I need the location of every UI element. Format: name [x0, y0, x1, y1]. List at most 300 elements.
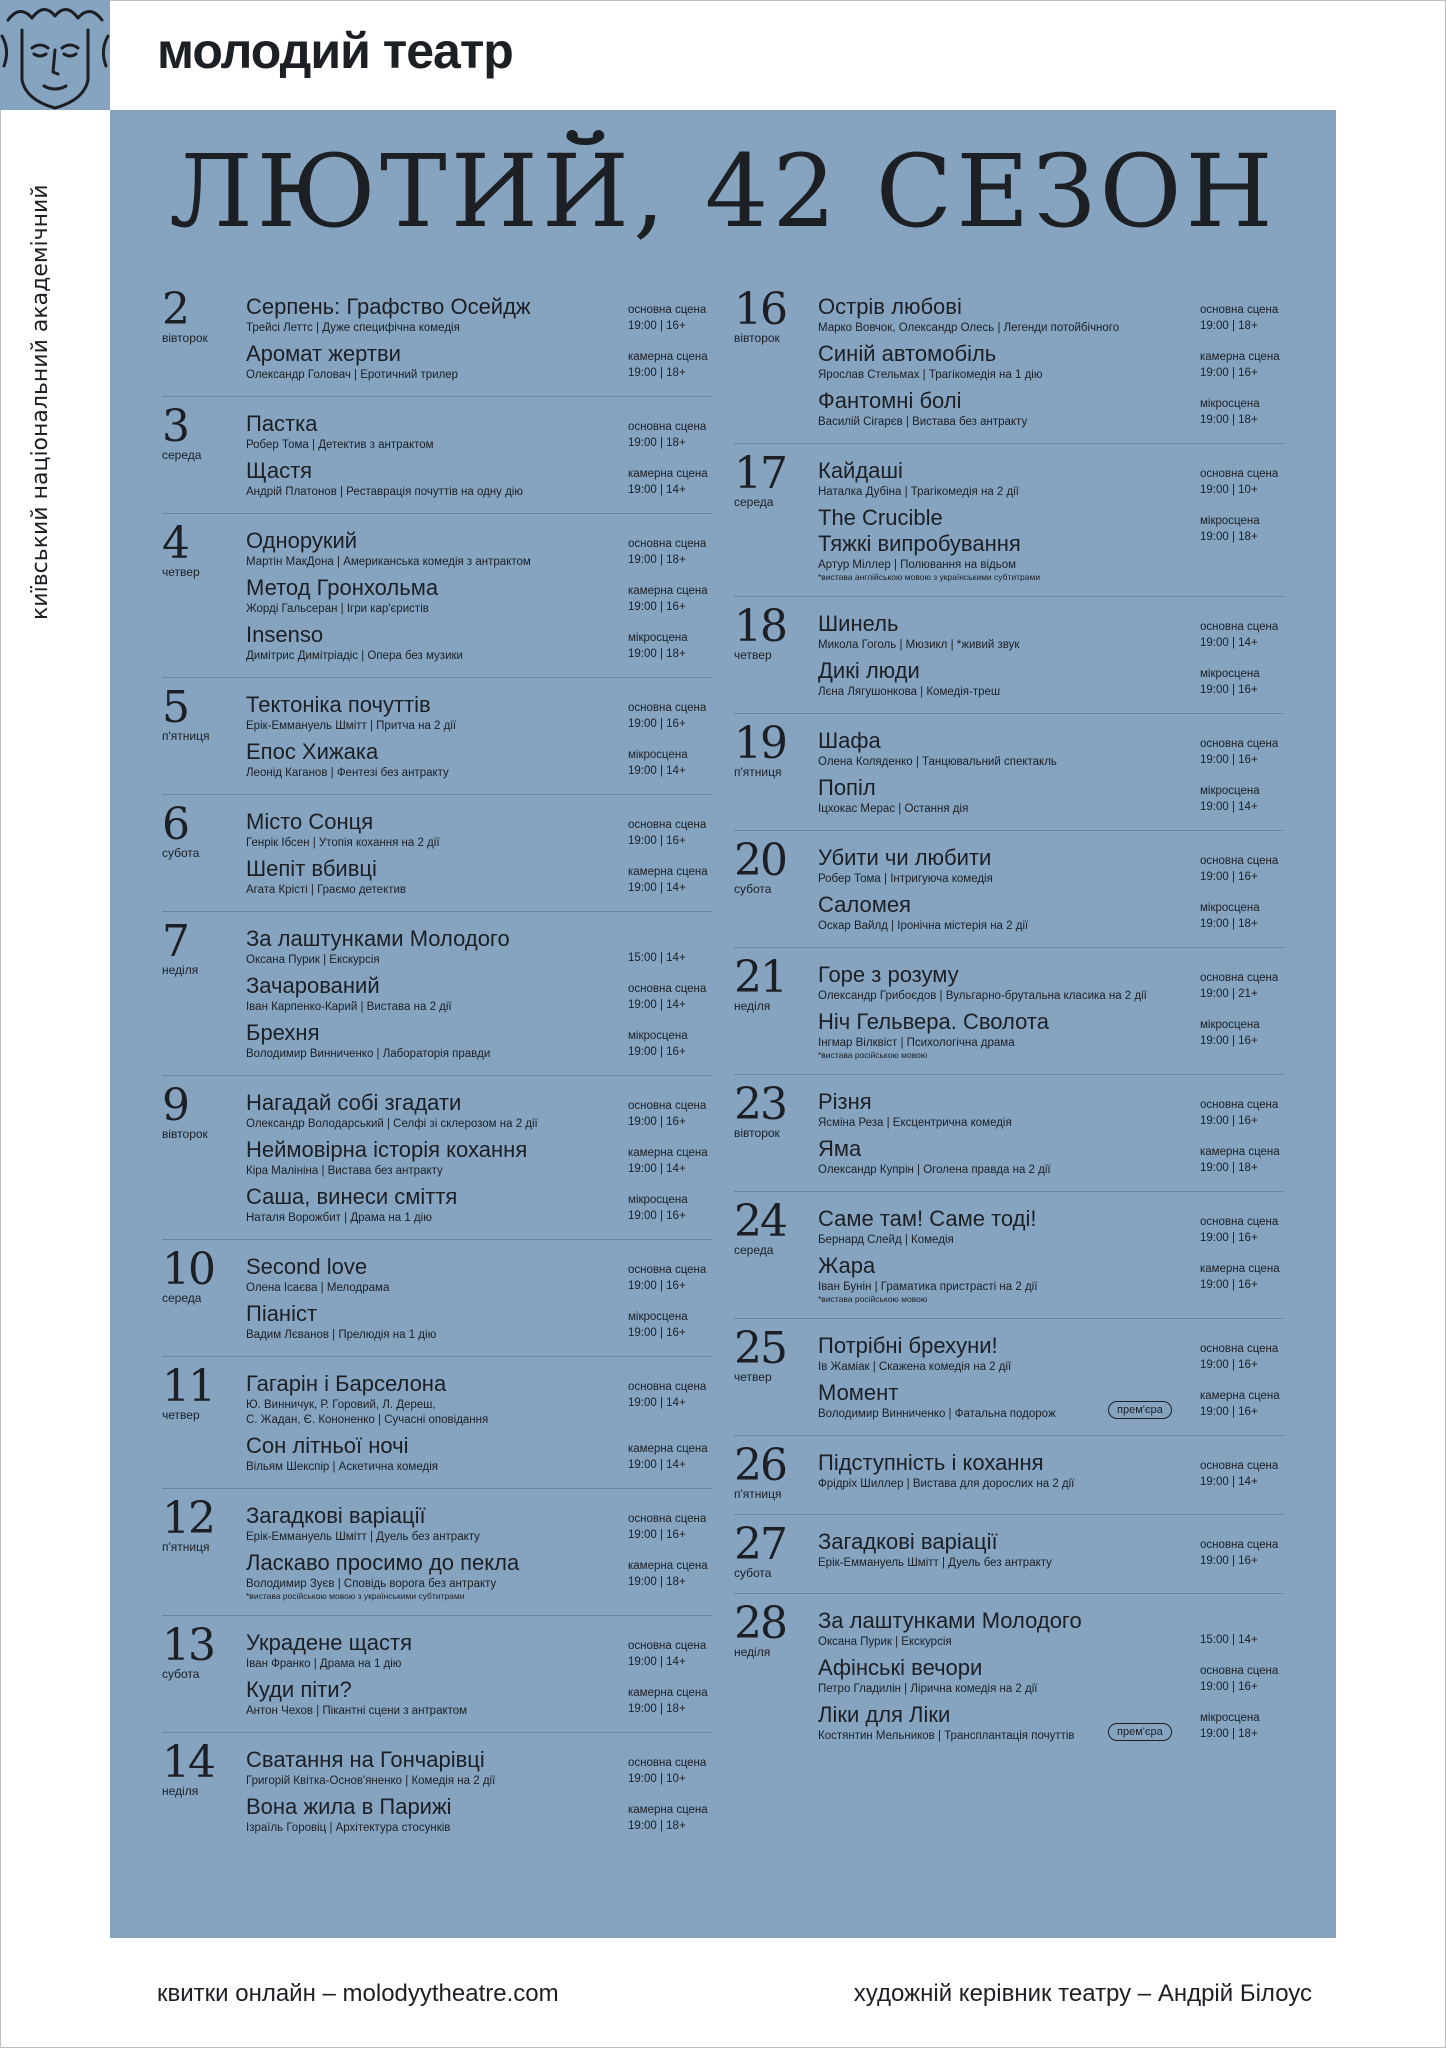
event-venue-time: [1200, 1710, 1260, 1742]
day-block: [734, 1074, 1284, 1191]
event-item[interactable]: [818, 458, 1284, 499]
event-venue-time: [1200, 1663, 1278, 1695]
weekday: четвер: [162, 1408, 200, 1422]
event-venue-time: [628, 419, 706, 451]
event-venue: камерна сцена: [1200, 1146, 1280, 1158]
theatre-mask-logo: [0, 0, 110, 110]
event-venue: камерна сцена: [628, 1443, 708, 1455]
schedule-column-right: [734, 280, 1284, 1757]
event-item[interactable]: [246, 411, 712, 452]
day-block: [734, 947, 1284, 1074]
event-title: Украдене щастя: [246, 1630, 412, 1655]
event-venue-time: [628, 1685, 708, 1717]
day-number: 17: [734, 448, 786, 499]
day-number: 28: [734, 1598, 786, 1649]
event-venue-time: [1200, 1458, 1278, 1490]
event-time: 19:00 | 18+: [628, 554, 686, 566]
event-venue: основна сцена: [1200, 972, 1279, 984]
event-author-genre: Фрідріх Шиллер | Вистава для дорослих на 2 дії: [818, 1478, 1075, 1490]
event-venue: мікросцена: [1200, 398, 1260, 410]
event-time: 19:00 | 10+: [1200, 484, 1258, 496]
event-venue-time: [628, 583, 708, 615]
day-block: [162, 1239, 712, 1356]
event-title: Тектоніка почуттів: [246, 692, 431, 717]
event-item[interactable]: [818, 1608, 1284, 1649]
event-item[interactable]: [818, 1009, 1284, 1060]
weekday: середа: [734, 1243, 774, 1257]
day-block: [734, 596, 1284, 713]
event-title: Ліки для Ліки: [818, 1702, 951, 1727]
event-item[interactable]: [246, 1747, 712, 1788]
day-block: [734, 1318, 1284, 1435]
day-number: 12: [162, 1493, 214, 1544]
day-block: [162, 1075, 712, 1239]
event-venue-time: [1200, 1261, 1280, 1293]
event-title: Афінські вечори: [818, 1655, 983, 1680]
event-venue-time: [628, 864, 708, 896]
event-title: Загадкові варіації: [818, 1529, 998, 1554]
day-block: [734, 1514, 1284, 1593]
event-title: Підступність і кохання: [818, 1450, 1044, 1475]
event-item[interactable]: [246, 1371, 712, 1427]
event-author-genre: Петро Гладилін | Лірична комедія на 2 дії: [818, 1683, 1038, 1695]
event-time: 19:00 | 10+: [628, 1773, 686, 1785]
event-venue-time: [628, 1309, 688, 1341]
weekday: субота: [734, 882, 772, 896]
event-author-genre: Володимир Винниченко | Лабораторія правди: [246, 1048, 491, 1060]
event-author-genre-cont: С. Жадан, Є. Кононенко | Сучасні оповідання: [246, 1414, 489, 1426]
event-venue-time: [628, 981, 706, 1013]
event-item[interactable]: [246, 1254, 712, 1295]
event-author-genre: Трейсі Леттс | Дуже специфічна комедія: [246, 322, 460, 334]
weekday: неділя: [734, 1645, 771, 1659]
weekday: вівторок: [734, 1126, 780, 1140]
day-block: [162, 1356, 712, 1488]
event-title: Фантомні болі: [818, 388, 962, 413]
day-number: 21: [734, 952, 786, 1003]
day-block: [734, 443, 1284, 596]
event-language-note: *вистава російською мовою з українськими субтитрами: [246, 1591, 465, 1601]
event-title: Кайдаші: [818, 458, 903, 483]
event-venue: основна сцена: [628, 702, 707, 714]
event-venue: основна сцена: [1200, 1099, 1279, 1111]
event-venue: основна сцена: [1200, 304, 1279, 316]
event-venue-time: [628, 349, 708, 381]
event-item[interactable]: [246, 739, 712, 780]
event-author-genre: Артур Міллер | Полювання на відьом: [818, 559, 1016, 571]
day-number: 27: [734, 1519, 786, 1570]
event-title: Саша, винеси сміття: [246, 1184, 458, 1209]
event-item[interactable]: [818, 1089, 1284, 1130]
event-time: 19:00 | 16+: [1200, 1232, 1258, 1244]
event-time: 19:00 | 18+: [628, 1576, 686, 1588]
event-author-genre: Володимир Винниченко | Фатальна подорож: [818, 1408, 1056, 1420]
artistic-director: художній керівник театру – Андрій Білоус: [853, 1980, 1312, 2007]
event-item[interactable]: [246, 1794, 712, 1835]
event-venue-time: [628, 1098, 706, 1130]
event-venue: основна сцена: [628, 1100, 707, 1112]
day-block: [162, 396, 712, 513]
event-item[interactable]: [246, 692, 712, 733]
event-item[interactable]: [818, 962, 1284, 1003]
day-label: [734, 1519, 814, 1580]
event-item[interactable]: [246, 622, 712, 663]
event-title: Куди піти?: [246, 1677, 352, 1702]
event-author-genre: Ю. Винничук, Р. Горовий, Л. Дереш,: [246, 1399, 436, 1411]
day-number: 6: [162, 799, 188, 850]
event-item[interactable]: [246, 1503, 712, 1544]
event-time: 19:00 | 18+: [1200, 531, 1258, 543]
weekday: четвер: [734, 648, 772, 662]
event-venue: мікросцена: [1200, 1019, 1260, 1031]
event-time: 19:00 | 16+: [1200, 754, 1258, 766]
event-time: 19:00 | 14+: [1200, 1476, 1258, 1488]
day-label: [162, 1737, 242, 1798]
day-number: 7: [162, 916, 188, 967]
event-venue-time: [1200, 783, 1260, 815]
weekday: вівторок: [162, 331, 208, 345]
event-time: 19:00 | 16+: [1200, 1279, 1258, 1291]
event-author-genre: Костянтин Мельников | Трансплантація почуттів: [818, 1730, 1075, 1742]
event-venue: мікросцена: [628, 1030, 688, 1042]
day-number: 18: [734, 601, 786, 652]
event-title: Вона жила в Парижі: [246, 1794, 452, 1819]
weekday: неділя: [734, 999, 771, 1013]
event-title: Шинель: [818, 611, 899, 636]
event-venue-time: [1200, 853, 1278, 885]
event-venue-time: [1200, 1214, 1278, 1246]
event-venue: основна сцена: [1200, 1343, 1279, 1355]
event-item[interactable]: [246, 1433, 712, 1474]
event-author-genre: Жорді Гальсеран | Ігри кар'єристів: [246, 603, 429, 615]
event-time: 19:00 | 16+: [628, 1327, 686, 1339]
event-author-genre: Іван Бунін | Граматика пристрасті на 2 дії: [818, 1281, 1038, 1293]
event-author-genre: Ярослав Стельмах | Трагікомедія на 1 дію: [818, 369, 1043, 381]
day-block: [734, 830, 1284, 947]
event-title: Епос Хижака: [246, 739, 379, 764]
event-author-genre: Інгмар Вілквіст | Психологічна драма: [818, 1037, 1015, 1049]
event-venue-time: [628, 630, 688, 662]
event-venue: камерна сцена: [1200, 1390, 1280, 1402]
event-item[interactable]: [818, 775, 1284, 816]
event-venue: мікросцена: [1200, 785, 1260, 797]
event-item[interactable]: [246, 341, 712, 382]
event-venue: основна сцена: [628, 819, 707, 831]
event-title: Потрібні брехуни!: [818, 1333, 998, 1358]
day-label: [162, 799, 242, 860]
event-venue-time: [1200, 349, 1280, 381]
event-time: 19:00 | 18+: [628, 1820, 686, 1832]
event-title: Піаніст: [246, 1301, 318, 1326]
event-author-genre: Ерік-Еммануель Шмітт | Дуель без антракту: [818, 1557, 1052, 1569]
event-title: Ласкаво просимо до пекла: [246, 1550, 520, 1575]
weekday: четвер: [734, 1370, 772, 1384]
event-venue-time: [1200, 1537, 1278, 1569]
weekday: вівторок: [734, 331, 780, 345]
event-title: Шафа: [818, 728, 881, 753]
event-author-genre: Олександр Головач | Еротичний трилер: [246, 369, 459, 381]
event-title: The Crucible: [818, 505, 943, 530]
event-item[interactable]: [246, 294, 712, 335]
event-item[interactable]: [246, 856, 712, 897]
event-author-genre: Олександр Купрін | Оголена правда на 2 дії: [818, 1164, 1051, 1176]
day-number: 5: [162, 682, 188, 733]
event-time: 19:00 | 16+: [628, 1046, 686, 1058]
event-item[interactable]: [818, 1333, 1284, 1374]
premiere-badge: прем'єра: [1108, 1723, 1172, 1741]
weekday: вівторок: [162, 1127, 208, 1141]
event-item[interactable]: [818, 1253, 1284, 1304]
day-label: [734, 601, 814, 662]
event-item[interactable]: [818, 1702, 1284, 1743]
weekday: п'ятниця: [734, 765, 782, 779]
day-block: [162, 513, 712, 677]
event-item[interactable]: [818, 1450, 1284, 1491]
event-title: Шепіт вбивці: [246, 856, 377, 881]
event-venue: камерна сцена: [1200, 1263, 1280, 1275]
event-item[interactable]: [818, 1136, 1284, 1177]
event-author-genre: Марко Вовчок, Олександр Олесь | Легенди потойбічного: [818, 322, 1120, 334]
event-item[interactable]: [246, 1184, 712, 1225]
event-venue-time: [628, 1441, 708, 1473]
event-item[interactable]: [246, 926, 712, 967]
event-title: Острів любові: [818, 294, 962, 319]
day-label: [162, 518, 242, 579]
event-time: 19:00 | 14+: [1200, 637, 1258, 649]
event-author-genre: Антон Чехов | Пікантні сцени з антрактом: [246, 1705, 468, 1717]
event-item[interactable]: [246, 1677, 712, 1718]
event-item[interactable]: [246, 458, 712, 499]
event-venue-time: [1200, 396, 1260, 428]
event-author-genre: Генрік Ібсен | Утопія кохання на 2 дії: [246, 837, 440, 849]
event-time: 19:00 | 18+: [1200, 918, 1258, 930]
event-venue: основна сцена: [628, 1264, 707, 1276]
event-venue-time: [1200, 1388, 1280, 1420]
event-item[interactable]: [818, 728, 1284, 769]
event-title: Second love: [246, 1254, 368, 1279]
event-title: Нагадай собі згадати: [246, 1090, 462, 1115]
event-author-genre: Вадим Лєванов | Прелюдія на 1 дію: [246, 1329, 437, 1341]
event-item[interactable]: [818, 294, 1284, 335]
event-venue: основна сцена: [628, 421, 707, 433]
event-time: 19:00 | 16+: [1200, 684, 1258, 696]
day-label: [162, 284, 242, 345]
day-label: [734, 952, 814, 1013]
event-author-genre: Ерік-Еммануель Шмітт | Дуель без антракту: [246, 1531, 480, 1543]
event-title: Аромат жертви: [246, 341, 401, 366]
event-item[interactable]: [818, 341, 1284, 382]
event-venue: основна сцена: [1200, 1665, 1279, 1677]
event-venue-time: [1200, 1017, 1260, 1049]
day-number: 3: [162, 401, 188, 452]
event-author-genre: Наталка Дубіна | Трагікомедія на 2 дії: [818, 486, 1019, 498]
event-author-genre: Ерік-Еммануель Шмітт | Притча на 2 дії: [246, 720, 457, 732]
event-item[interactable]: [246, 575, 712, 616]
event-item[interactable]: [818, 1206, 1284, 1247]
event-venue-time: [1200, 302, 1278, 334]
weekday: неділя: [162, 963, 199, 977]
event-title: За лаштунками Молодого: [818, 1608, 1082, 1633]
event-time: 19:00 | 16+: [628, 1280, 686, 1292]
event-item[interactable]: [818, 845, 1284, 886]
event-venue: основна сцена: [628, 1640, 707, 1652]
event-time: 19:00 | 16+: [628, 1116, 686, 1128]
event-time: 19:00 | 18+: [628, 367, 686, 379]
event-time: 19:00 | 21+: [1200, 988, 1258, 1000]
event-venue: основна сцена: [1200, 738, 1279, 750]
event-venue-time: [628, 1379, 706, 1411]
day-number: 14: [162, 1737, 214, 1788]
day-label: [162, 1080, 242, 1141]
event-venue: камерна сцена: [628, 1147, 708, 1159]
event-title: Гагарін і Барселона: [246, 1371, 447, 1396]
event-item[interactable]: [246, 809, 712, 850]
event-author-genre: Бернард Слейд | Комедія: [818, 1234, 954, 1246]
event-venue-time: [1200, 1097, 1278, 1129]
event-venue-time: [628, 1262, 706, 1294]
event-author-genre: Олена Коляденко | Танцювальний спектакль: [818, 756, 1057, 768]
event-title: Зачарований: [246, 973, 380, 998]
event-item[interactable]: [818, 611, 1284, 652]
weekday: середа: [734, 495, 774, 509]
event-venue-time: [628, 1145, 708, 1177]
event-time: 19:00 | 14+: [628, 1163, 686, 1175]
day-block: [162, 1488, 712, 1615]
day-block: [162, 1615, 712, 1732]
event-item[interactable]: [818, 1655, 1284, 1696]
event-venue: мікросцена: [1200, 668, 1260, 680]
event-venue-time: [628, 1511, 706, 1543]
event-author-genre: Вільям Шекспір | Аскетична комедія: [246, 1461, 438, 1473]
event-item[interactable]: [818, 1529, 1284, 1570]
tickets-link[interactable]: квитки онлайн – molodyytheatre.com: [157, 1980, 559, 2007]
day-label: [734, 1323, 814, 1384]
event-author-genre: Василій Сігарєв | Вистава без антракту: [818, 416, 1028, 428]
event-item[interactable]: [246, 1630, 712, 1671]
event-title: Загадкові варіації: [246, 1503, 426, 1528]
event-time: 19:00 | 16+: [1200, 1406, 1258, 1418]
weekday: субота: [162, 1667, 200, 1681]
event-item[interactable]: [246, 1550, 712, 1601]
weekday: п'ятниця: [734, 1487, 782, 1501]
event-venue-time: [628, 302, 706, 334]
day-number: 19: [734, 718, 786, 769]
day-number: 11: [162, 1361, 214, 1412]
event-author-genre: Димітрис Димітріадіс | Опера без музики: [246, 650, 463, 662]
weekday: середа: [162, 1291, 202, 1305]
day-number: 2: [162, 284, 188, 335]
event-author-genre: Ів Жаміак | Скажена комедія на 2 дії: [818, 1361, 1012, 1373]
event-time: 19:00 | 14+: [628, 765, 686, 777]
day-number: 24: [734, 1196, 786, 1247]
event-time: 19:00 | 14+: [628, 484, 686, 496]
event-venue: мікросцена: [628, 632, 688, 644]
event-author-genre: Олена Ісаєва | Мелодрама: [246, 1282, 390, 1294]
event-venue-time: [1200, 619, 1278, 651]
event-venue: мікросцена: [628, 749, 688, 761]
event-item[interactable]: [818, 892, 1284, 933]
event-venue: основна сцена: [628, 1513, 707, 1525]
event-venue-time: [628, 1192, 688, 1224]
event-title: Синій автомобіль: [818, 341, 997, 366]
event-item[interactable]: [818, 1380, 1284, 1421]
event-venue: мікросцена: [628, 1194, 688, 1206]
event-venue: основна сцена: [1200, 855, 1279, 867]
schedule-column-left: [162, 280, 712, 1849]
day-number: 26: [734, 1440, 786, 1491]
event-time: 19:00 | 18+: [1200, 414, 1258, 426]
event-item[interactable]: [246, 528, 712, 569]
event-time: 19:00 | 18+: [628, 1703, 686, 1715]
day-block: [734, 1435, 1284, 1514]
event-time: 19:00 | 14+: [628, 999, 686, 1011]
day-block: [162, 280, 712, 396]
event-venue: основна сцена: [628, 1381, 707, 1393]
weekday: п'ятниця: [162, 729, 210, 743]
event-venue-time: [1200, 1632, 1258, 1648]
event-venue-time: [628, 466, 708, 498]
event-time: 19:00 | 14+: [628, 1656, 686, 1668]
event-time: 19:00 | 14+: [628, 1397, 686, 1409]
event-venue: основна сцена: [1200, 468, 1279, 480]
mask-face-icon: [0, 0, 110, 110]
event-item[interactable]: [246, 1301, 712, 1342]
event-author-genre: Ізраїль Горовіц | Архітектура стосунків: [246, 1822, 451, 1834]
event-title: Щастя: [246, 458, 313, 483]
day-block: [162, 677, 712, 794]
event-venue: камерна сцена: [628, 585, 708, 597]
event-item[interactable]: [818, 505, 1284, 582]
event-time: 19:00 | 16+: [628, 1529, 686, 1541]
event-author-genre: Наталя Ворожбит | Драма на 1 дію: [246, 1212, 432, 1224]
event-time: 19:00 | 16+: [1200, 367, 1258, 379]
event-item[interactable]: [246, 1090, 712, 1131]
event-author-genre: Леонід Каганов | Фентезі без антракту: [246, 767, 449, 779]
event-item[interactable]: [246, 973, 712, 1014]
event-title: Метод Гронхольма: [246, 575, 439, 600]
event-title: Insenso: [246, 622, 324, 647]
brand-name: молодий театр: [157, 23, 513, 79]
event-venue-time: [1200, 1144, 1280, 1176]
day-number: 10: [162, 1244, 214, 1295]
event-item[interactable]: [246, 1137, 712, 1178]
event-item[interactable]: [818, 658, 1284, 699]
event-item[interactable]: [246, 1020, 712, 1061]
weekday: субота: [734, 1566, 772, 1580]
event-venue: мікросцена: [1200, 1712, 1260, 1724]
event-venue: мікросцена: [1200, 902, 1260, 914]
event-venue: основна сцена: [628, 538, 707, 550]
event-item[interactable]: [818, 388, 1284, 429]
day-block: [162, 794, 712, 911]
event-author-genre: Олександр Грибоєдов | Вульгарно-брутальна класика на 2 дії: [818, 990, 1147, 1002]
day-label: [162, 401, 242, 462]
event-venue-time: [1200, 736, 1278, 768]
event-venue-time: [628, 1558, 708, 1590]
event-venue: мікросцена: [628, 1311, 688, 1323]
weekday: середа: [162, 448, 202, 462]
event-title: Серпень: Графство Осейдж: [246, 294, 531, 319]
event-venue: камерна сцена: [628, 468, 708, 480]
event-author-genre: Іван Франко | Драма на 1 дію: [246, 1658, 402, 1670]
event-author-genre: Кіра Малініна | Вистава без антракту: [246, 1165, 443, 1177]
day-number: 9: [162, 1080, 188, 1131]
event-venue: основна сцена: [628, 1757, 707, 1769]
event-author-genre: Ясміна Реза | Ексцентрична комедія: [818, 1117, 1012, 1129]
event-venue-time: [628, 536, 706, 568]
event-time: 19:00 | 16+: [628, 601, 686, 613]
event-time: 19:00 | 14+: [628, 1459, 686, 1471]
